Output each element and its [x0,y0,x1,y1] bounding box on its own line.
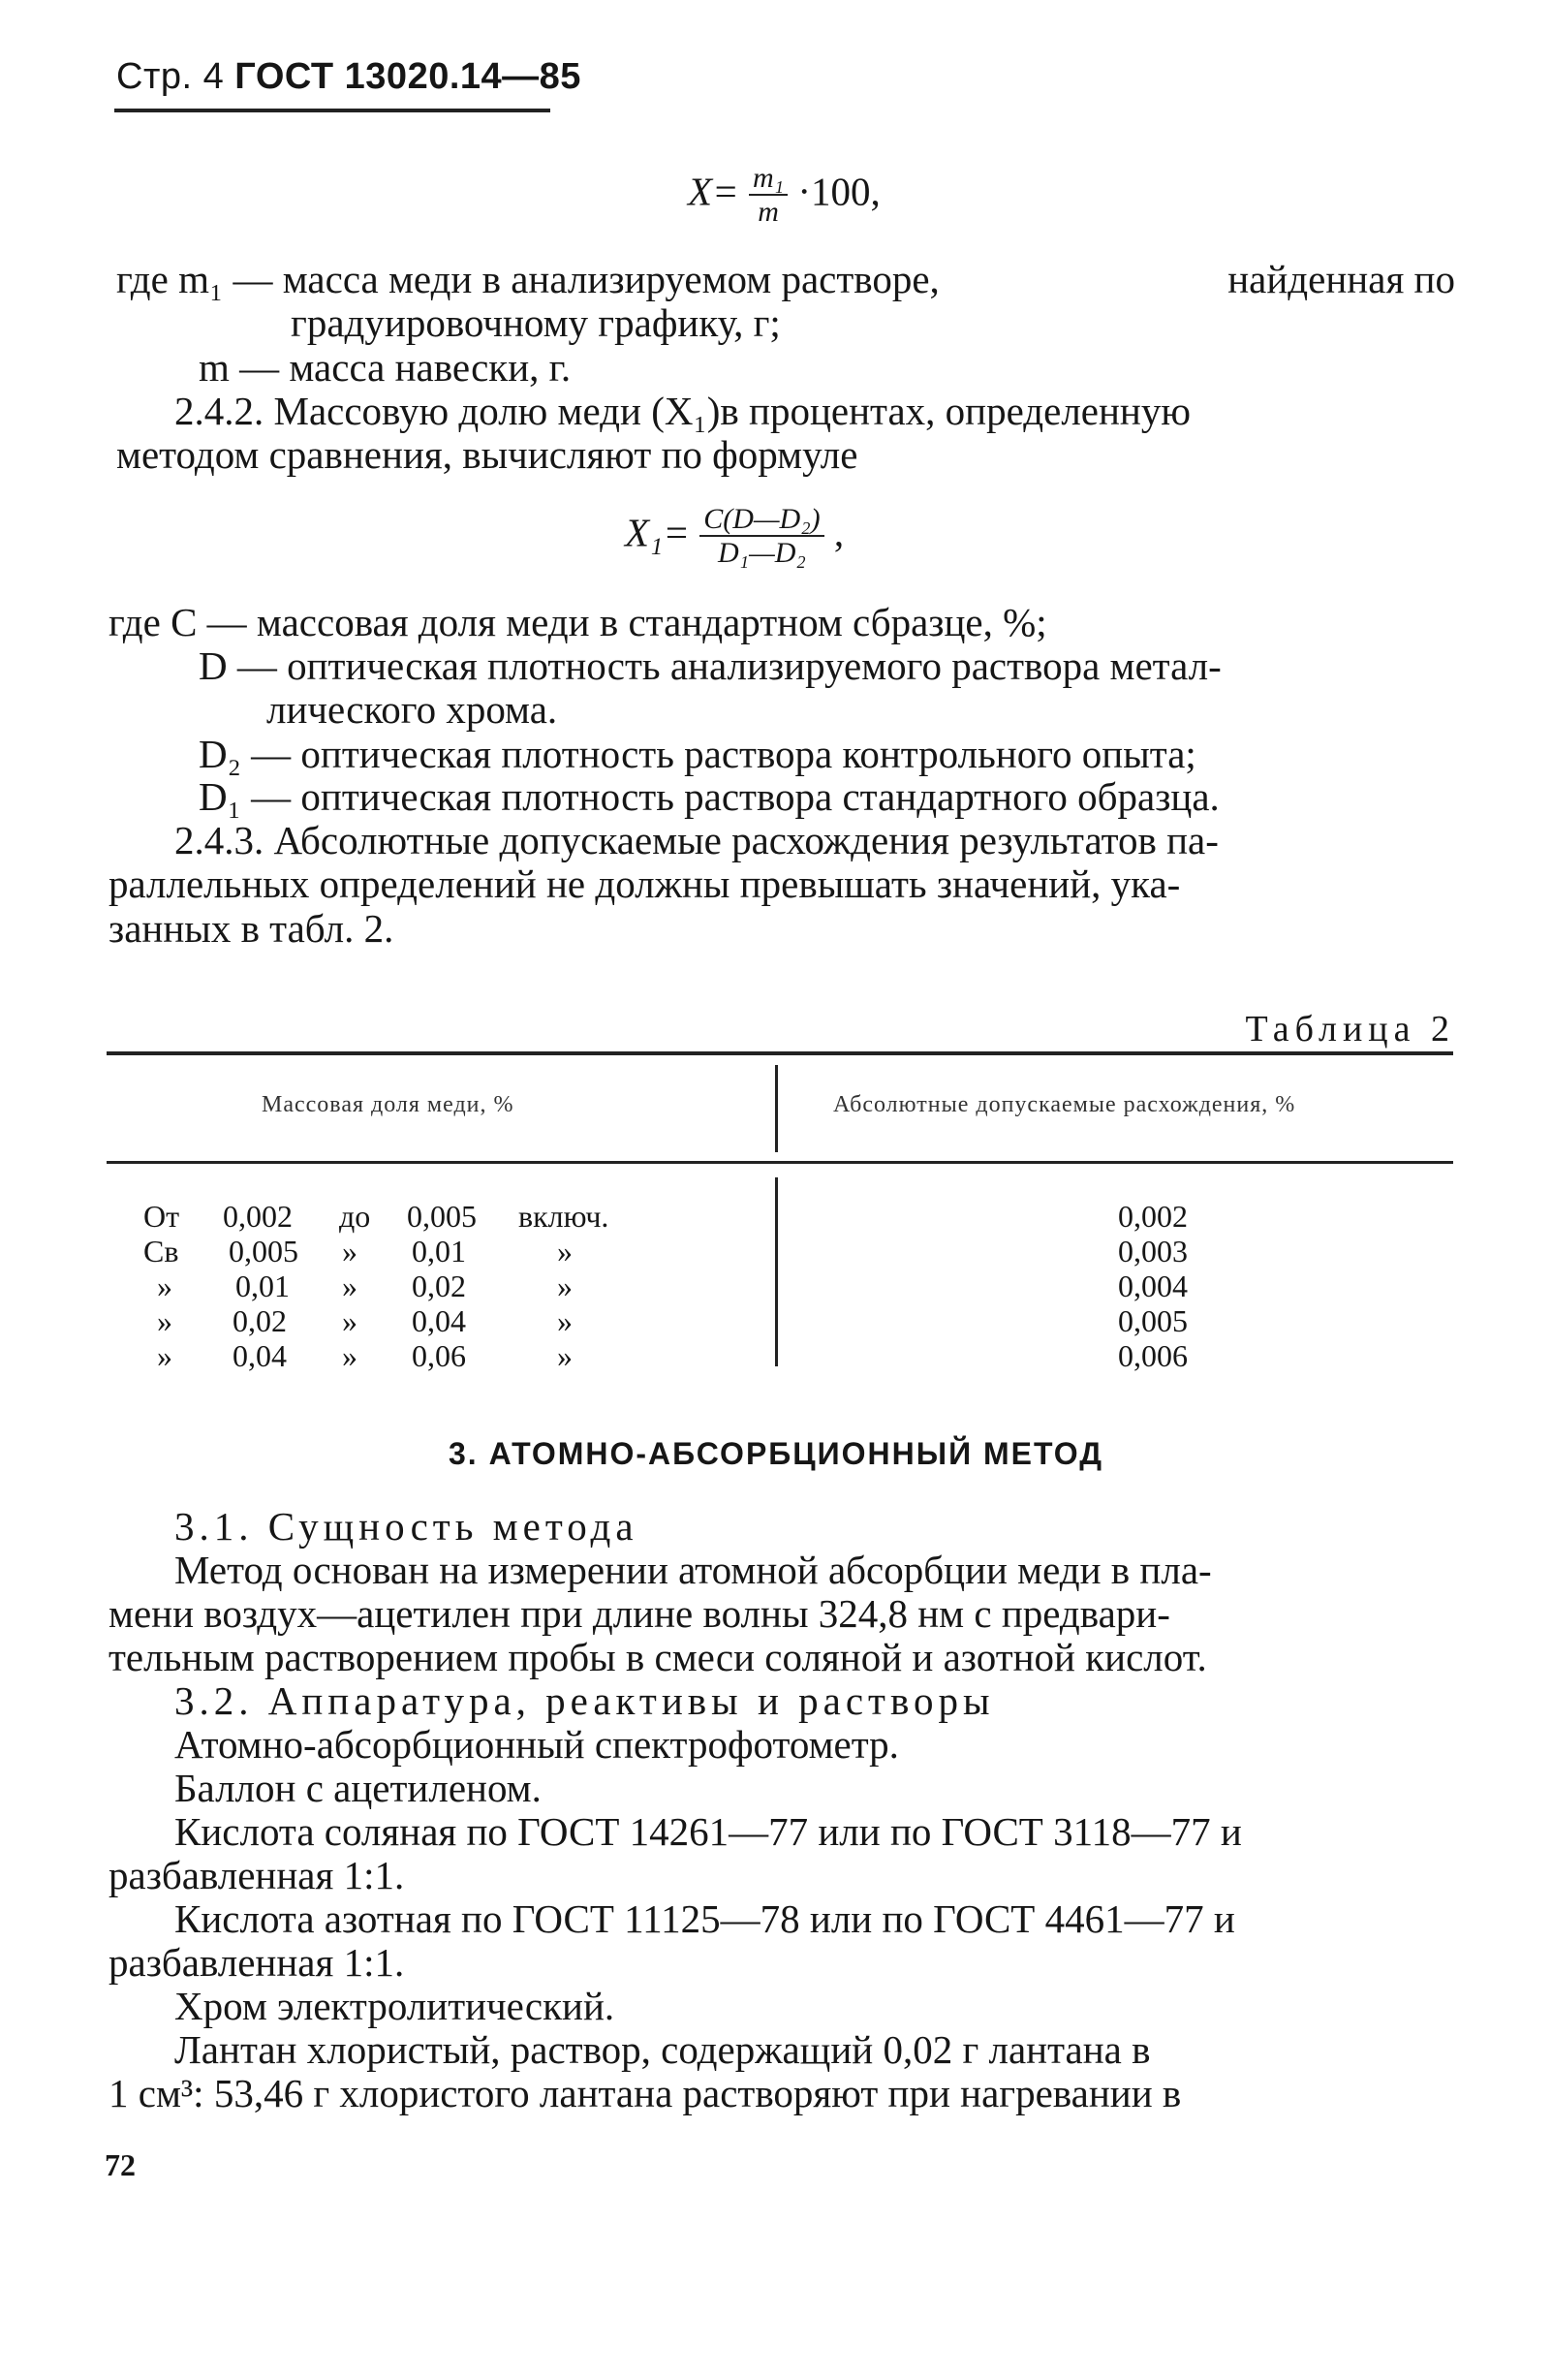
where2-line5: D₁ — оптическая плотность раствора стандартного образца. [199,774,1220,819]
p242-line1: 2.4.2. Массовую долю меди (X₁)в процентах, определенную [174,389,1191,433]
where2-line4: D₂ — оптическая плотность раствора контрольного опыта; [199,732,1196,776]
row-from: 0,005 [229,1234,298,1268]
row-tolerance: 0,002 [1118,1199,1188,1234]
table-2 [107,1051,1453,1381]
row-suffix: » [557,1268,573,1303]
item-hno3-line1: Кислота азотная по ГОСТ 11125—78 или по ГОСТ 4461—77 и [174,1896,1235,1941]
item-spectrophotometer: Атомно-абсорбционный спектрофотометр. [174,1722,899,1767]
where1-line1: где m₁ — масса меди в анализируемом растворе, [116,257,940,301]
table-col1-header: Массовая доля меди, % [262,1092,514,1117]
item-hno3-line2: разбавленная 1:1. [109,1940,405,1985]
item-acetylene: Баллон с ацетиленом. [174,1766,542,1810]
formula-x1 [625,504,844,570]
where1-line3: m — масса навески, г. [199,345,572,390]
table-col2-header: Абсолютные допускаемые расхождения, % [833,1092,1296,1117]
item-hcl-line1: Кислота соляная по ГОСТ 14261—77 или по ГОСТ 3118—77 и [174,1809,1242,1854]
table-header-divider [775,1065,778,1152]
row-to-label: » [342,1234,357,1268]
p243-line3: занных в табл. 2. [109,906,394,951]
item-hcl-line2: разбавленная 1:1. [109,1853,405,1897]
row-to: 0,04 [412,1303,466,1338]
table-body-divider [775,1177,778,1366]
p31-line3: тельным растворением пробы в смеси соляной и азотной кислот. [109,1635,1207,1679]
row-from: 0,02 [233,1303,287,1338]
row-to-label: » [342,1303,357,1338]
p242-line2: методом сравнения, вычисляют по формуле [116,432,858,477]
item-lanthanum-line2: 1 см³: 53,46 г хлористого лантана растворяют при нагревании в [109,2071,1182,2115]
row-prefix: » [157,1338,172,1373]
row-to: 0,06 [412,1338,466,1373]
p31-line1: Метод основан на измерении атомной абсорбции меди в пла- [174,1548,1212,1592]
formula-x-numerator: m₁ [752,162,785,194]
table-header-rule [107,1161,1453,1164]
item-chromium: Хром электролитический. [174,1984,615,2028]
doc-code: ГОСТ 13020.14—85 [234,56,581,97]
formula-x1-lhs: X₁= [625,510,690,555]
row-tolerance: 0,006 [1118,1338,1188,1373]
row-from: 0,01 [235,1268,290,1303]
formula-x-fraction [749,163,788,229]
row-to: 0,005 [407,1199,477,1234]
row-suffix: включ. [518,1199,609,1234]
page-header [116,56,581,98]
page-label: Стр. 4 [116,56,225,97]
row-suffix: » [557,1303,573,1338]
formula-x-rhs: ·100, [797,169,881,214]
row-from: 0,04 [233,1338,287,1373]
row-prefix: » [157,1303,172,1338]
row-tolerance: 0,003 [1118,1234,1188,1268]
row-suffix: » [557,1338,573,1373]
row-to-label: » [342,1338,357,1373]
formula-x1-numerator: C(D—D₂) [703,503,821,535]
row-to: 0,02 [412,1268,466,1303]
formula-x [688,163,881,229]
row-to: 0,01 [412,1234,466,1268]
formula-x-denominator: m [749,194,788,229]
item-lanthanum-line1: Лантан хлористый, раствор, содержащий 0,02 г лантана в [174,2027,1151,2072]
row-prefix: От [143,1199,180,1234]
heading-3-1: 3.1. Сущность метода [174,1504,638,1549]
formula-x1-denominator: D₁—D₂ [699,535,823,570]
where1-line1-tail: найденная по [1227,257,1455,301]
row-tolerance: 0,004 [1118,1268,1188,1303]
row-prefix: » [157,1268,172,1303]
formula-x1-rhs: , [833,510,845,555]
table-top-rule [107,1051,1453,1055]
page-number: 72 [105,2147,136,2182]
where1-line2: градуировочному графику, г; [291,300,781,345]
row-tolerance: 0,005 [1118,1303,1188,1338]
where2-line2: D — оптическая плотность анализируемого раствора метал- [199,643,1222,688]
row-to-label: » [342,1268,357,1303]
formula-x-lhs: X= [688,169,739,214]
row-prefix: Св [143,1234,179,1268]
p31-line2: мени воздух—ацетилен при длине волны 324,8 нм с предвари- [109,1591,1170,1636]
p243-line1: 2.4.3. Абсолютные допускаемые расхождения результатов па- [174,818,1219,862]
where2-line3: лического хрома. [266,687,558,732]
formula-x1-fraction [699,504,823,570]
header-rule [114,109,550,112]
table-caption: Таблица 2 [1245,1009,1455,1049]
p243-line2: раллельных определений не должны превышать значений, ука- [109,861,1181,906]
row-from: 0,002 [223,1199,293,1234]
row-to-label: до [339,1199,371,1234]
where2-line1: где С — массовая доля меди в стандартном сбразце, %; [109,600,1047,644]
row-suffix: » [557,1234,573,1268]
section-title: 3. АТОМНО-АБСОРБЦИОННЫЙ МЕТОД [449,1436,1103,1471]
heading-3-2: 3.2. Аппаратура, реактивы и растворы [174,1678,995,1723]
